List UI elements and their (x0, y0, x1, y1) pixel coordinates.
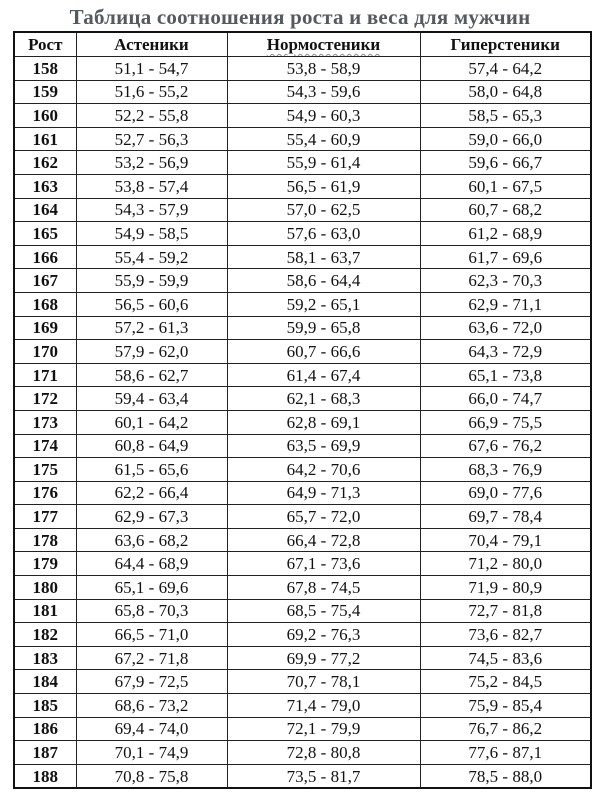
height-cell: 169 (14, 316, 76, 340)
table-row (14, 434, 591, 458)
asthenic-cell: 54,3 - 57,9 (76, 198, 227, 222)
asthenic-cell: 59,4 - 63,4 (76, 387, 227, 411)
hypersthenic-cell: 68,3 - 76,9 (420, 458, 591, 482)
normosthenic-cell: 55,4 - 60,9 (227, 127, 420, 151)
asthenic-cell: 70,1 - 74,9 (76, 741, 227, 765)
asthenic-cell: 69,4 - 74,0 (76, 717, 227, 741)
hypersthenic-cell: 64,3 - 72,9 (420, 340, 591, 364)
asthenic-cell: 55,4 - 59,2 (76, 245, 227, 269)
height-cell: 162 (14, 151, 76, 175)
hypersthenic-cell: 77,6 - 87,1 (420, 741, 591, 765)
header-hypersthenic: Гиперстеники (420, 32, 591, 57)
height-cell: 176 (14, 481, 76, 505)
height-cell: 187 (14, 741, 76, 765)
asthenic-cell: 65,1 - 69,6 (76, 576, 227, 600)
table-row (14, 576, 591, 600)
asthenic-cell: 56,5 - 60,6 (76, 292, 227, 316)
normosthenic-cell: 62,8 - 69,1 (227, 410, 420, 434)
height-cell: 159 (14, 80, 76, 104)
table-row (14, 222, 591, 246)
asthenic-cell: 62,2 - 66,4 (76, 481, 227, 505)
asthenic-cell: 51,6 - 55,2 (76, 80, 227, 104)
table-row (14, 505, 591, 529)
table-row (14, 670, 591, 694)
asthenic-cell: 52,7 - 56,3 (76, 127, 227, 151)
height-cell: 164 (14, 198, 76, 222)
table-row (14, 410, 591, 434)
height-cell: 180 (14, 576, 76, 600)
table-row (14, 316, 591, 340)
hypersthenic-cell: 75,2 - 84,5 (420, 670, 591, 694)
asthenic-cell: 67,2 - 71,8 (76, 646, 227, 670)
table-row (14, 104, 591, 128)
normosthenic-cell: 68,5 - 75,4 (227, 599, 420, 623)
height-cell: 177 (14, 505, 76, 529)
normosthenic-cell: 64,2 - 70,6 (227, 458, 420, 482)
hypersthenic-cell: 59,0 - 66,0 (420, 127, 591, 151)
normosthenic-cell: 56,5 - 61,9 (227, 174, 420, 198)
asthenic-cell: 63,6 - 68,2 (76, 528, 227, 552)
hypersthenic-cell: 62,3 - 70,3 (420, 269, 591, 293)
asthenic-cell: 54,9 - 58,5 (76, 222, 227, 246)
hypersthenic-cell: 69,7 - 78,4 (420, 505, 591, 529)
hypersthenic-cell: 65,1 - 73,8 (420, 363, 591, 387)
normosthenic-cell: 72,1 - 79,9 (227, 717, 420, 741)
normosthenic-cell: 55,9 - 61,4 (227, 151, 420, 175)
height-cell: 181 (14, 599, 76, 623)
hypersthenic-cell: 73,6 - 82,7 (420, 623, 591, 647)
hypersthenic-cell: 78,5 - 88,0 (420, 764, 591, 788)
hypersthenic-cell: 66,9 - 75,5 (420, 410, 591, 434)
normosthenic-cell: 54,9 - 60,3 (227, 104, 420, 128)
height-cell: 175 (14, 458, 76, 482)
asthenic-cell: 68,6 - 73,2 (76, 694, 227, 718)
height-cell: 173 (14, 410, 76, 434)
height-cell: 188 (14, 764, 76, 788)
height-cell: 185 (14, 694, 76, 718)
asthenic-cell: 53,2 - 56,9 (76, 151, 227, 175)
height-cell: 168 (14, 292, 76, 316)
asthenic-cell: 62,9 - 67,3 (76, 505, 227, 529)
height-cell: 172 (14, 387, 76, 411)
normosthenic-cell: 59,2 - 65,1 (227, 292, 420, 316)
normosthenic-cell: 69,2 - 76,3 (227, 623, 420, 647)
hypersthenic-cell: 60,1 - 67,5 (420, 174, 591, 198)
height-cell: 158 (14, 57, 76, 81)
asthenic-cell: 64,4 - 68,9 (76, 552, 227, 576)
table-row (14, 269, 591, 293)
hypersthenic-cell: 61,2 - 68,9 (420, 222, 591, 246)
table-row (14, 528, 591, 552)
normosthenic-cell: 54,3 - 59,6 (227, 80, 420, 104)
table-row (14, 57, 591, 81)
table-row (14, 623, 591, 647)
normosthenic-cell: 72,8 - 80,8 (227, 741, 420, 765)
height-cell: 161 (14, 127, 76, 151)
height-cell: 183 (14, 646, 76, 670)
hypersthenic-cell: 59,6 - 66,7 (420, 151, 591, 175)
hypersthenic-cell: 60,7 - 68,2 (420, 198, 591, 222)
normosthenic-cell: 58,6 - 64,4 (227, 269, 420, 293)
height-cell: 163 (14, 174, 76, 198)
table-row (14, 694, 591, 718)
normosthenic-cell: 57,0 - 62,5 (227, 198, 420, 222)
height-cell: 166 (14, 245, 76, 269)
hypersthenic-cell: 70,4 - 79,1 (420, 528, 591, 552)
asthenic-cell: 58,6 - 62,7 (76, 363, 227, 387)
hypersthenic-cell: 71,9 - 80,9 (420, 576, 591, 600)
normosthenic-cell: 58,1 - 63,7 (227, 245, 420, 269)
table-body (14, 57, 591, 789)
normosthenic-cell: 71,4 - 79,0 (227, 694, 420, 718)
asthenic-cell: 67,9 - 72,5 (76, 670, 227, 694)
asthenic-cell: 55,9 - 59,9 (76, 269, 227, 293)
height-cell: 178 (14, 528, 76, 552)
hypersthenic-cell: 62,9 - 71,1 (420, 292, 591, 316)
table-row (14, 764, 591, 788)
asthenic-cell: 51,1 - 54,7 (76, 57, 227, 81)
header-normosthenic: Нормостеники (227, 32, 420, 57)
table-row (14, 387, 591, 411)
hypersthenic-cell: 57,4 - 64,2 (420, 57, 591, 81)
normosthenic-cell: 67,1 - 73,6 (227, 552, 420, 576)
normosthenic-cell: 69,9 - 77,2 (227, 646, 420, 670)
table-row (14, 198, 591, 222)
height-weight-table (13, 31, 592, 789)
hypersthenic-cell: 63,6 - 72,0 (420, 316, 591, 340)
table-row (14, 458, 591, 482)
hypersthenic-cell: 69,0 - 77,6 (420, 481, 591, 505)
normosthenic-cell: 59,9 - 65,8 (227, 316, 420, 340)
height-cell: 165 (14, 222, 76, 246)
hypersthenic-cell: 58,5 - 65,3 (420, 104, 591, 128)
table-row (14, 599, 591, 623)
hypersthenic-cell: 75,9 - 85,4 (420, 694, 591, 718)
height-cell: 179 (14, 552, 76, 576)
normosthenic-cell: 62,1 - 68,3 (227, 387, 420, 411)
table-row (14, 741, 591, 765)
height-cell: 186 (14, 717, 76, 741)
asthenic-cell: 60,8 - 64,9 (76, 434, 227, 458)
normosthenic-cell: 65,7 - 72,0 (227, 505, 420, 529)
height-cell: 184 (14, 670, 76, 694)
header-height: Рост (14, 32, 76, 57)
asthenic-cell: 60,1 - 64,2 (76, 410, 227, 434)
normosthenic-cell: 64,9 - 71,3 (227, 481, 420, 505)
hypersthenic-cell: 76,7 - 86,2 (420, 717, 591, 741)
asthenic-cell: 61,5 - 65,6 (76, 458, 227, 482)
hypersthenic-cell: 67,6 - 76,2 (420, 434, 591, 458)
normosthenic-cell: 73,5 - 81,7 (227, 764, 420, 788)
height-cell: 182 (14, 623, 76, 647)
height-cell: 167 (14, 269, 76, 293)
table-row (14, 292, 591, 316)
table-header-row (14, 32, 591, 57)
hypersthenic-cell: 71,2 - 80,0 (420, 552, 591, 576)
asthenic-cell: 53,8 - 57,4 (76, 174, 227, 198)
table-row (14, 174, 591, 198)
normosthenic-cell: 61,4 - 67,4 (227, 363, 420, 387)
table-row (14, 363, 591, 387)
hypersthenic-cell: 72,7 - 81,8 (420, 599, 591, 623)
table-row (14, 552, 591, 576)
table-row (14, 481, 591, 505)
normosthenic-cell: 60,7 - 66,6 (227, 340, 420, 364)
hypersthenic-cell: 61,7 - 69,6 (420, 245, 591, 269)
asthenic-cell: 52,2 - 55,8 (76, 104, 227, 128)
height-cell: 170 (14, 340, 76, 364)
normosthenic-cell: 66,4 - 72,8 (227, 528, 420, 552)
asthenic-cell: 65,8 - 70,3 (76, 599, 227, 623)
table-row (14, 646, 591, 670)
table-row (14, 340, 591, 364)
hypersthenic-cell: 74,5 - 83,6 (420, 646, 591, 670)
height-cell: 160 (14, 104, 76, 128)
normosthenic-cell: 67,8 - 74,5 (227, 576, 420, 600)
hypersthenic-cell: 58,0 - 64,8 (420, 80, 591, 104)
normosthenic-cell: 63,5 - 69,9 (227, 434, 420, 458)
normosthenic-cell: 53,8 - 58,9 (227, 57, 420, 81)
asthenic-cell: 70,8 - 75,8 (76, 764, 227, 788)
header-asthenic: Астеники (76, 32, 227, 57)
table-row (14, 80, 591, 104)
height-cell: 171 (14, 363, 76, 387)
table-row (14, 717, 591, 741)
asthenic-cell: 57,2 - 61,3 (76, 316, 227, 340)
height-cell: 174 (14, 434, 76, 458)
hypersthenic-cell: 66,0 - 74,7 (420, 387, 591, 411)
table-row (14, 127, 591, 151)
asthenic-cell: 57,9 - 62,0 (76, 340, 227, 364)
table-row (14, 245, 591, 269)
asthenic-cell: 66,5 - 71,0 (76, 623, 227, 647)
table-title: Таблица соотношения роста и веса для мужчин (69, 5, 531, 29)
table-row (14, 151, 591, 175)
normosthenic-cell: 70,7 - 78,1 (227, 670, 420, 694)
normosthenic-cell: 57,6 - 63,0 (227, 222, 420, 246)
